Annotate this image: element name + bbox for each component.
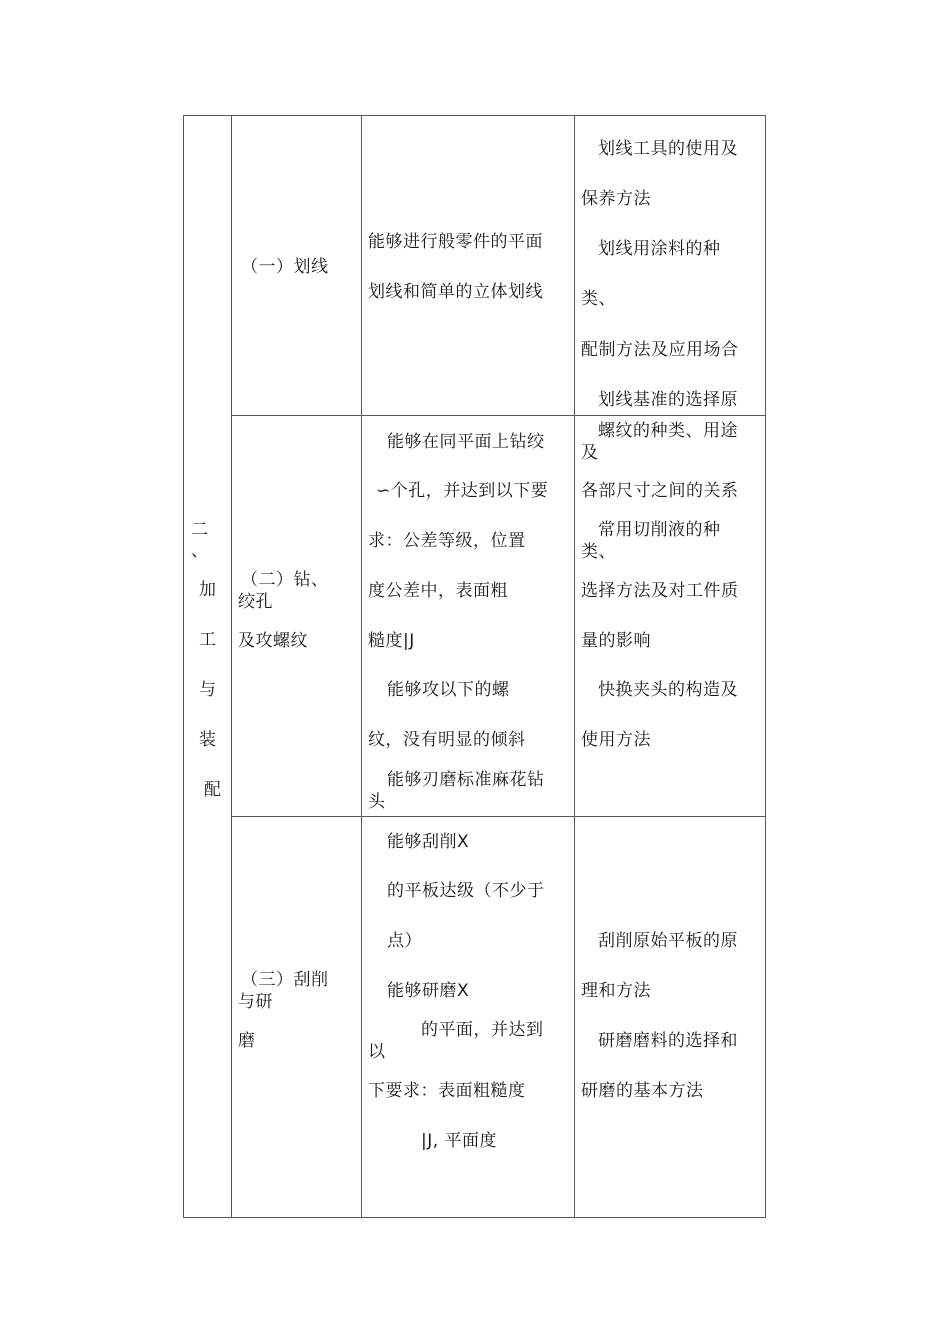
knowledge-line: 及 bbox=[581, 443, 599, 463]
column-divider bbox=[231, 115, 232, 1218]
topic-title: 与研 bbox=[238, 992, 273, 1012]
topic-title: 及攻螺纹 bbox=[238, 631, 308, 651]
requirement-line: 能够进行般零件的平面 bbox=[368, 232, 543, 252]
knowledge-line: 快换夹头的构造及 bbox=[598, 680, 738, 700]
requirement-line: 能够在同平面上钻绞 bbox=[387, 432, 545, 452]
topic-title: （一）划线 bbox=[241, 257, 329, 277]
section-label-char: 二 bbox=[191, 520, 209, 540]
topic-title: （三）刮削 bbox=[241, 970, 329, 990]
knowledge-line: 类、 bbox=[581, 289, 616, 309]
topic-title: 磨 bbox=[238, 1031, 256, 1051]
requirement-line: 的平板达级（不少于 bbox=[387, 881, 545, 901]
requirement-line: ∽个孔，并达到以下要 bbox=[376, 481, 549, 501]
requirement-line: 能够研磨X bbox=[387, 981, 470, 1001]
row-divider bbox=[231, 415, 766, 416]
outline-table bbox=[183, 115, 766, 1218]
topic-title: （二）钻、 bbox=[241, 570, 329, 590]
requirement-line: 糙度|J bbox=[368, 631, 415, 651]
knowledge-line: 各部尺寸之间的关系 bbox=[581, 481, 739, 501]
column-divider bbox=[361, 115, 362, 1218]
knowledge-line: 选择方法及对工件质 bbox=[581, 581, 739, 601]
knowledge-line: 划线基准的选择原 bbox=[598, 390, 738, 410]
requirement-line: 纹，没有明显的倾斜 bbox=[368, 730, 526, 750]
knowledge-line: 类、 bbox=[581, 542, 616, 562]
requirement-line: 能够刮削X bbox=[387, 832, 470, 852]
topic-title: 绞孔 bbox=[238, 592, 273, 612]
section-label-char: 工 bbox=[199, 630, 217, 650]
requirement-line: 的平面，并达到 bbox=[421, 1020, 544, 1040]
knowledge-line: 研磨磨料的选择和 bbox=[598, 1031, 738, 1051]
column-divider bbox=[574, 115, 575, 1218]
knowledge-line: 保养方法 bbox=[581, 189, 651, 209]
knowledge-line: 螺纹的种类、用途 bbox=[598, 421, 738, 441]
requirement-line: 求：公差等级，位置 bbox=[368, 531, 526, 551]
row-divider bbox=[231, 816, 766, 817]
knowledge-line: 常用切削液的种 bbox=[598, 520, 721, 540]
requirement-line: 度公差中，表面粗 bbox=[368, 581, 508, 601]
requirement-line: 点） bbox=[387, 931, 422, 951]
knowledge-line: 划线工具的使用及 bbox=[598, 139, 738, 159]
requirement-line: 能够攻以下的螺 bbox=[387, 680, 510, 700]
section-label-char: 与 bbox=[199, 680, 217, 700]
requirement-line: 以 bbox=[368, 1042, 386, 1062]
knowledge-line: 刮削原始平板的原 bbox=[598, 931, 738, 951]
knowledge-line: 划线用涂料的种 bbox=[598, 239, 721, 259]
requirement-line: 能够刃磨标准麻花钻 bbox=[387, 770, 545, 790]
section-label-char: 、 bbox=[191, 541, 209, 561]
section-label-char: 装 bbox=[199, 730, 217, 750]
knowledge-line: 使用方法 bbox=[581, 730, 651, 750]
section-label-char: 配 bbox=[204, 780, 222, 800]
section-label-char: 加 bbox=[199, 580, 217, 600]
knowledge-line: 量的影响 bbox=[581, 631, 651, 651]
knowledge-line: 理和方法 bbox=[581, 981, 651, 1001]
requirement-line: 划线和简单的立体划线 bbox=[368, 282, 543, 302]
requirement-line: |J, 平面度 bbox=[421, 1131, 498, 1151]
requirement-line: 下要求：表面粗糙度 bbox=[368, 1081, 526, 1101]
knowledge-line: 配制方法及应用场合 bbox=[581, 340, 739, 360]
knowledge-line: 研磨的基本方法 bbox=[581, 1081, 704, 1101]
requirement-line: 头 bbox=[368, 792, 386, 812]
